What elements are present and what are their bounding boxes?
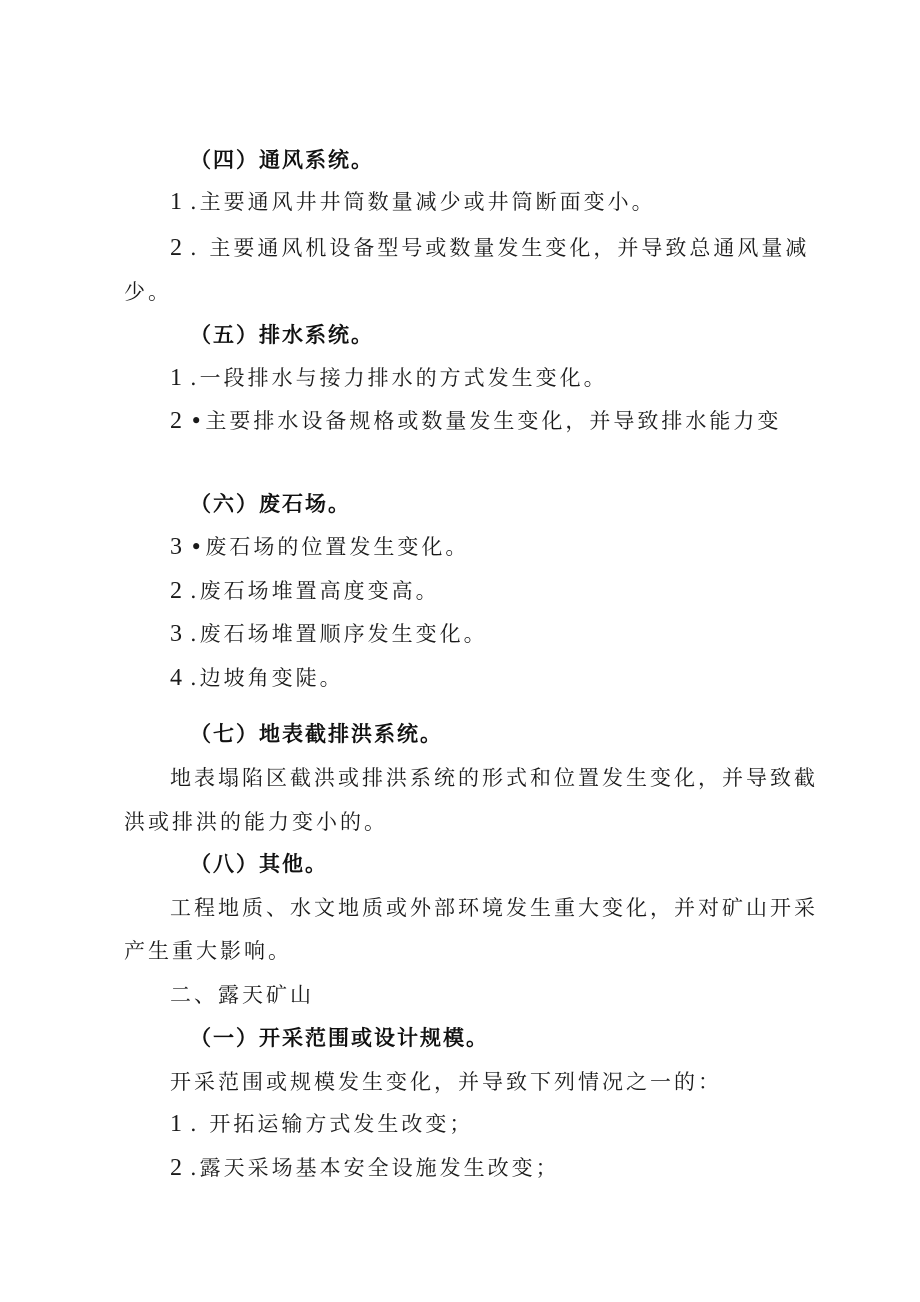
section-heading-drainage: （五）排水系统。 — [190, 323, 374, 347]
list-item — [170, 620, 488, 648]
item-number: 3 — [170, 534, 182, 560]
paragraph-line: 工程地质、水文地质或外部环境发生重大变化，并对矿山开采 — [170, 896, 818, 920]
item-text: .主要通风井井筒数量减少或井筒断面变小。 — [190, 190, 656, 214]
list-item — [170, 364, 608, 392]
paragraph-line: 开采范围或规模发生变化，并导致下列情况之一的： — [170, 1070, 722, 1094]
paragraph-continuation: 少。 — [124, 280, 172, 304]
item-number: 4 — [170, 665, 182, 691]
item-text: •废石场的位置发生变化。 — [190, 535, 470, 559]
item-number: 2 — [170, 235, 182, 261]
item-number: 1 — [170, 365, 182, 391]
item-number: 3 — [170, 621, 182, 647]
section-heading-flood-system: （七）地表截排洪系统。 — [190, 722, 443, 746]
item-text: . 主要通风机设备型号或数量发生变化，并导致总通风量减 — [190, 236, 810, 260]
section-heading-ventilation: （四）通风系统。 — [190, 148, 374, 172]
item-text: •主要排水设备规格或数量发生变化，并导致排水能力变 — [190, 409, 782, 433]
paragraph-line: 地表塌陷区截洪或排洪系统的形式和位置发生变化，并导致截 — [170, 766, 818, 790]
paragraph-line: 产生重大影响。 — [124, 939, 292, 963]
section-heading-waste-dump: （六）废石场。 — [190, 492, 351, 516]
list-item — [170, 664, 344, 692]
item-number: 2 — [170, 1155, 182, 1181]
section-heading-mining-scope: （一）开采范围或设计规模。 — [190, 1026, 489, 1050]
item-text: .废石场堆置高度变高。 — [190, 579, 440, 603]
list-item — [170, 1154, 560, 1182]
list-item — [170, 188, 656, 216]
paragraph-line: 洪或排洪的能力变小的。 — [124, 810, 388, 834]
list-item — [170, 533, 469, 561]
list-item — [170, 1110, 473, 1138]
chapter-heading-open-pit: 二、露天矿山 — [170, 983, 314, 1007]
item-text: .边坡角变陡。 — [190, 666, 344, 690]
item-text: . 开拓运输方式发生改变； — [190, 1112, 474, 1136]
item-text: .废石场堆置顺序发生变化。 — [190, 622, 488, 646]
list-item — [170, 234, 809, 262]
item-text: .露天采场基本安全设施发生改变； — [190, 1156, 560, 1180]
item-number: 1 — [170, 1111, 182, 1137]
item-number: 2 — [170, 578, 182, 604]
list-item — [170, 577, 440, 605]
item-number: 1 — [170, 189, 182, 215]
item-text: .一段排水与接力排水的方式发生变化。 — [190, 366, 608, 390]
item-number: 2 — [170, 408, 182, 434]
list-item — [170, 407, 781, 435]
section-heading-other: （八）其他。 — [190, 852, 328, 876]
